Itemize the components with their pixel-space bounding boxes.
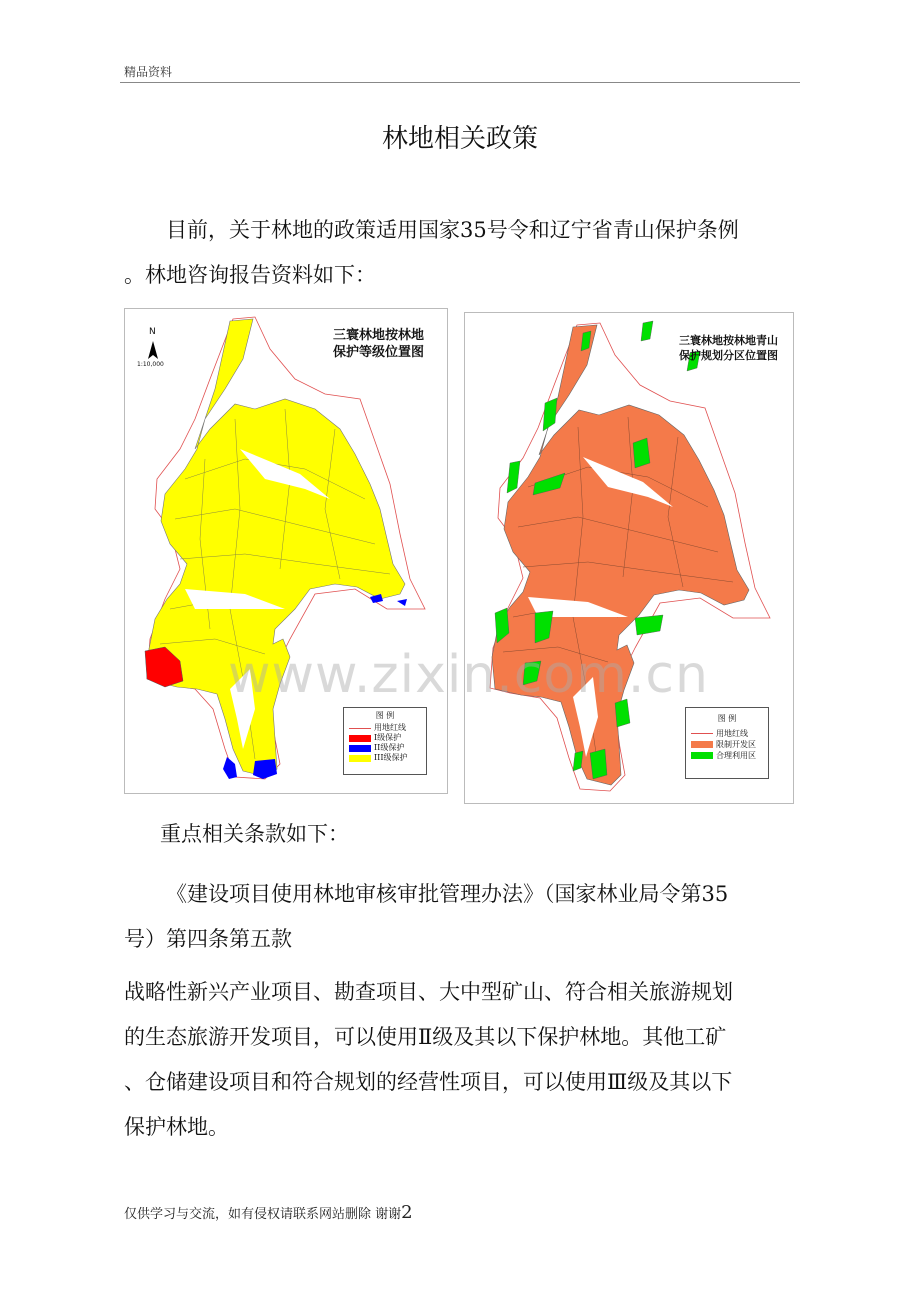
legend-swatch xyxy=(691,733,713,734)
map-title-line-1: 三寰林地按林地 xyxy=(333,328,425,343)
legend-label: 合理利用区 xyxy=(716,751,756,760)
footer xyxy=(124,1202,413,1223)
body-line-4: 保护林地。 xyxy=(124,1115,229,1139)
body-paragraph xyxy=(124,970,796,1150)
footer-text: 仅供学习与交流，如有侵权请联系网站删除 谢谢 xyxy=(124,1207,402,1222)
legend-swatch xyxy=(349,735,371,742)
legend-item xyxy=(349,723,426,733)
legend-item xyxy=(691,728,768,739)
legend-label: 限制开发区 xyxy=(716,740,756,749)
map-title xyxy=(679,333,778,363)
legend-title: 图 例 xyxy=(717,714,737,723)
map-protection-level xyxy=(124,308,448,794)
legend-item xyxy=(691,739,768,750)
scale-label: 1:10,000 xyxy=(137,361,164,368)
legend-title: 图 例 xyxy=(375,711,395,720)
north-label: N xyxy=(149,327,156,337)
legend-item xyxy=(349,733,426,743)
map-title-line-2: 保护规划分区位置图 xyxy=(679,349,778,362)
legend-label: 用地红线 xyxy=(374,723,406,732)
body-line-2: 的生态旅游开发项目，可以使用Ⅱ级及其以下保护林地。其他工矿 xyxy=(124,1025,727,1049)
legend-swatch xyxy=(349,728,371,729)
legend-swatch xyxy=(349,755,371,762)
intro-line-1: 目前，关于林地的政策适用国家35号令和辽宁省青山保护条例 xyxy=(166,218,739,242)
legend-label: 用地红线 xyxy=(716,729,748,738)
map-title xyxy=(333,327,424,361)
header-divider xyxy=(120,82,800,83)
body-line-1: 战略性新兴产业项目、勘查项目、大中型矿山、符合相关旅游规划 xyxy=(124,980,733,1004)
legend-swatch xyxy=(691,752,713,759)
page-number: 2 xyxy=(401,1202,413,1223)
page-title: 林地相关政策 xyxy=(381,124,538,154)
law-line-2: 号）第四条第五款 xyxy=(124,927,292,951)
law-line-1: 《建设项目使用林地审核审批管理办法》（国家林业局令第35 xyxy=(166,882,729,906)
watermark: www.zixin.com.cn xyxy=(228,645,709,705)
map-planning-zone xyxy=(464,312,794,804)
legend-label: III级保护 xyxy=(374,753,408,762)
body-line-3: 、仓储建设项目和符合规划的经营性项目，可以使用Ⅲ级及其以下 xyxy=(124,1070,733,1094)
legend-swatch xyxy=(691,741,713,748)
section-heading: 重点相关条款如下： xyxy=(160,822,349,846)
intro-line-2: 。林地咨询报告资料如下： xyxy=(124,263,376,287)
law-citation xyxy=(124,872,796,962)
map-title-line-1: 三寰林地按林地青山 xyxy=(679,334,778,347)
legend-swatch xyxy=(349,745,371,752)
header-label: 精品资料 xyxy=(124,65,173,79)
map-title-line-2: 保护等级位置图 xyxy=(333,345,425,360)
legend-label: II级保护 xyxy=(374,743,405,752)
legend-label: I级保护 xyxy=(374,733,402,742)
intro-paragraph xyxy=(124,208,796,298)
legend-item xyxy=(349,753,426,763)
map-legend xyxy=(343,707,427,775)
legend-item xyxy=(691,750,768,761)
legend-item xyxy=(349,743,426,753)
map-legend xyxy=(685,707,769,779)
